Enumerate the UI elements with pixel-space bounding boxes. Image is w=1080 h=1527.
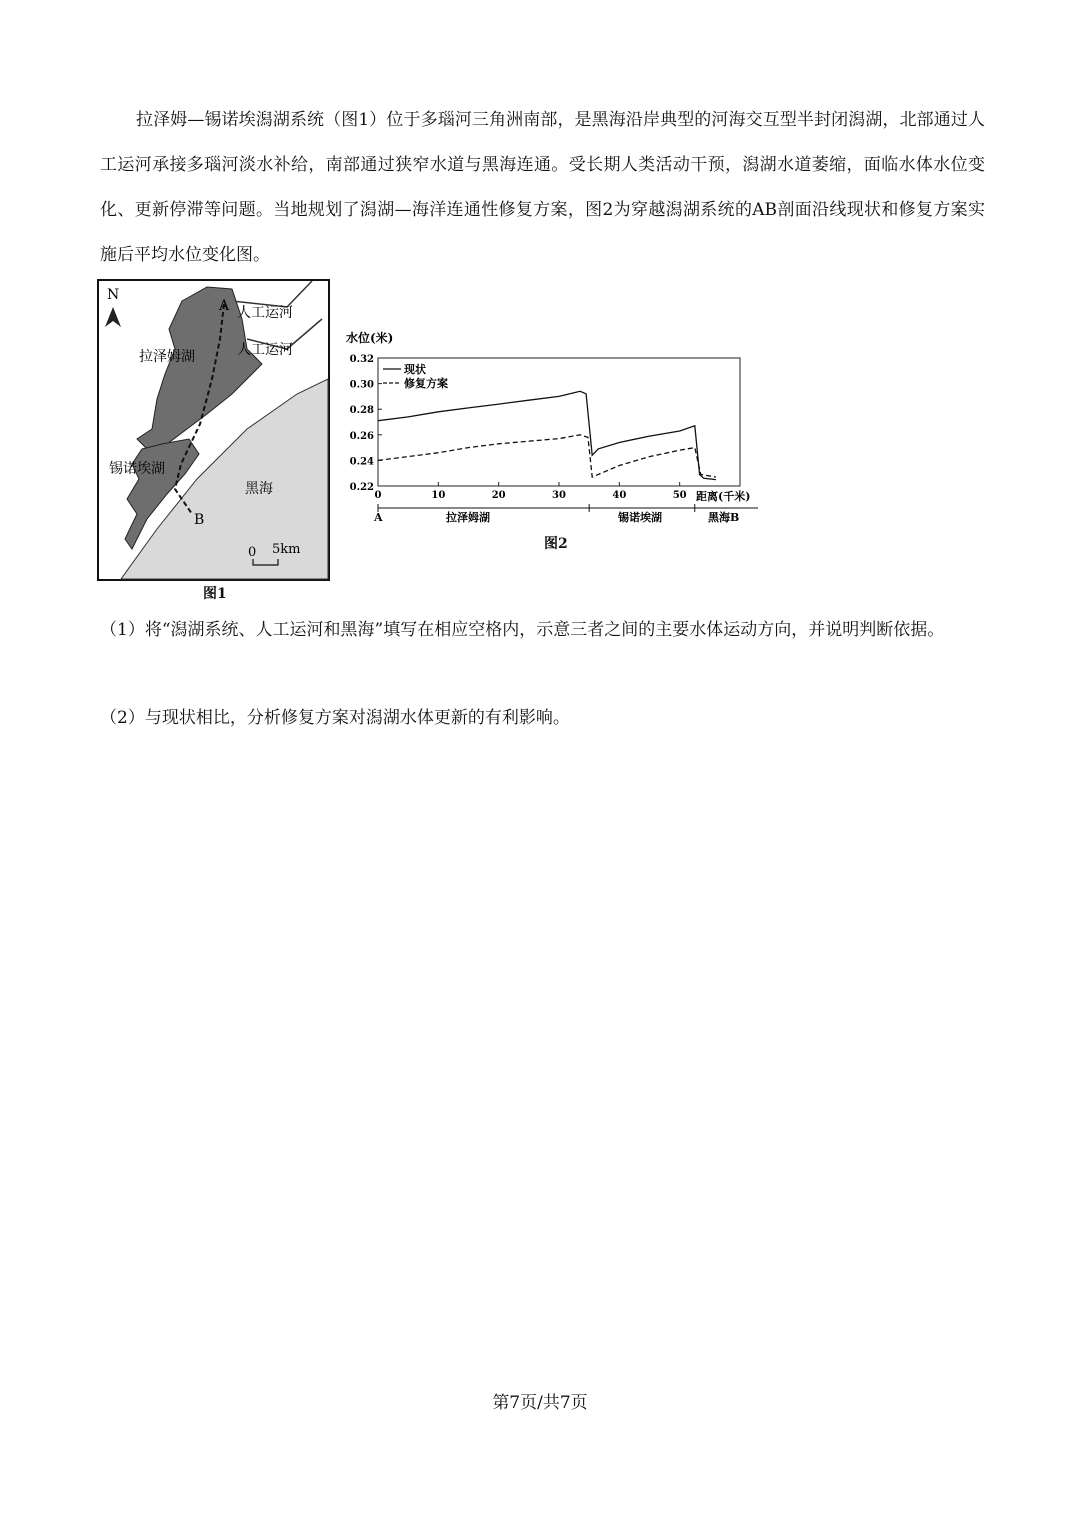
x-tick-label: 30: [552, 490, 566, 501]
page-footer: 第7页/共7页: [492, 1393, 588, 1413]
legend-label-2: 修复方案: [404, 377, 448, 390]
x-tick-label: 40: [612, 490, 627, 501]
razim-lake-label: 拉泽姆湖: [139, 349, 195, 365]
series-line-1: [378, 391, 716, 479]
canal-label-2: 人工运河: [237, 342, 293, 358]
north-label: N: [107, 287, 120, 303]
figure-1-map: [97, 279, 330, 581]
series-line-2: [378, 435, 716, 477]
point-a-label: A: [219, 298, 230, 314]
figure-2-chart: [338, 320, 768, 560]
segment-sinoe: 锡诺埃湖: [618, 511, 662, 524]
question-1: （1）将“潟湖系统、人工运河和黑海”填写在相应空格内，示意三者之间的主要水体运动方向，并说明判断依据。: [100, 620, 945, 640]
scale-zero-label: 0: [248, 545, 257, 560]
x-tick-label: 20: [491, 490, 506, 501]
y-tick-label: 0.22: [349, 482, 374, 493]
x-axis-label: 距离(千米): [696, 490, 751, 503]
y-tick-label: 0.26: [349, 430, 374, 442]
sinoe-lake-label: 锡诺埃湖: [109, 461, 165, 477]
y-axis-label: 水位(米): [346, 331, 394, 345]
figure-1-caption: 图1: [203, 586, 227, 602]
x-tick-label: 50: [672, 490, 687, 501]
y-tick-label: 0.32: [349, 354, 374, 365]
black-sea-label: 黑海: [245, 481, 273, 497]
intro-paragraph: 拉泽姆—锡诺埃潟湖系统（图1）位于多瑙河三角洲南部，是黑海沿岸典型的河海交互型半封闭潟湖，北部通过人工运河承接多瑙河淡水补给，南部通过狭窄水道与黑海连通。受长期人类活动干预，潟湖水道萎缩，面临水体水位变化、更新停滞等问题。当地规划了潟湖—海洋连通性修复方案，图2为穿越潟湖系统的AB剖面沿线现状和修复方案实施后平均水位变化图。: [100, 110, 985, 265]
x-tick-label: 0: [374, 490, 382, 501]
question-2: （2）与现状相比，分析修复方案对潟湖水体更新的有利影响。: [100, 708, 570, 728]
figure-2-caption: 图2: [544, 536, 568, 552]
legend-label-1: 现状: [404, 363, 426, 376]
x-tick-label: 10: [431, 490, 446, 501]
canal-label-1: 人工运河: [237, 305, 293, 321]
y-tick-label: 0.28: [349, 405, 374, 417]
segment-razim: 拉泽姆湖: [446, 511, 490, 524]
y-tick-label: 0.30: [349, 379, 374, 391]
point-b-label: B: [194, 512, 205, 528]
segment-a: A: [374, 511, 383, 524]
y-tick-label: 0.24: [349, 456, 374, 468]
segment-black-sea-b: 黑海B: [708, 511, 740, 524]
scale-length-label: 5km: [272, 542, 301, 557]
